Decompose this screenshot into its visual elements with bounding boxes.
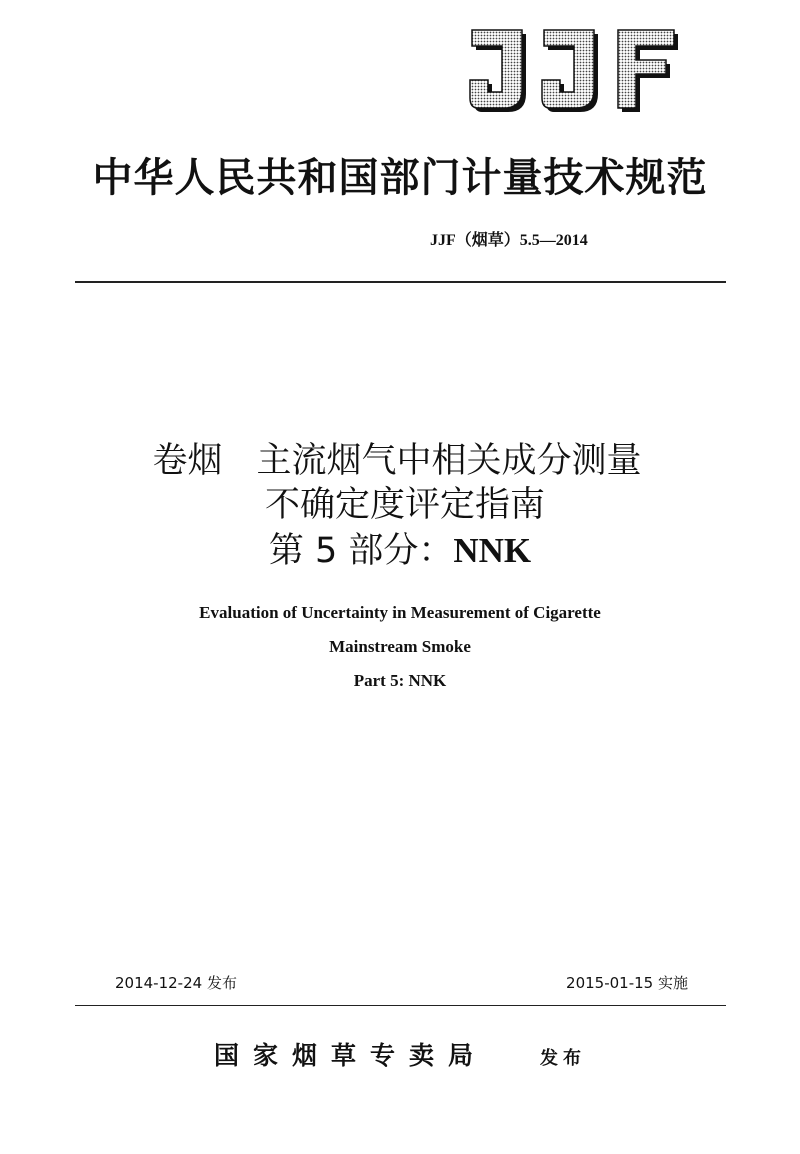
title-cn-line2: 不确定度评定指南 (264, 485, 545, 525)
title-cn-line3 (0, 523, 800, 573)
title-en-line2: Mainstream Smoke (329, 637, 471, 656)
title-cn-line3-suffix: NNK (453, 531, 532, 570)
title-cn-line3-prefix: 第 5 部分： (268, 531, 454, 571)
bottom-divider (75, 1005, 726, 1006)
logo-text: JJF (468, 28, 470, 29)
implementation-date: 2015-01-15 实施 (566, 974, 688, 992)
publisher-suffix: 发布 (540, 1048, 586, 1069)
top-divider (75, 281, 726, 283)
publisher: 国家烟草专卖局 (214, 1041, 488, 1070)
title-cn-line1 (0, 433, 797, 483)
jjf-logo (468, 28, 680, 118)
main-title: 中华人民共和国部门计量技术规范 (92, 154, 708, 201)
title-cn-line1-part2: 主流烟气中相关成分测量 (256, 441, 642, 481)
title-cn-line1-part1: 卷烟 (152, 441, 223, 481)
standard-number: JJF（烟草）5.5—2014 (430, 232, 588, 249)
issue-date: 2014-12-24 发布 (115, 974, 237, 992)
title-en-line1: Evaluation of Uncertainty in Measurement of Cigarette (199, 603, 601, 622)
title-en-line3: Part 5: NNK (353, 671, 447, 690)
